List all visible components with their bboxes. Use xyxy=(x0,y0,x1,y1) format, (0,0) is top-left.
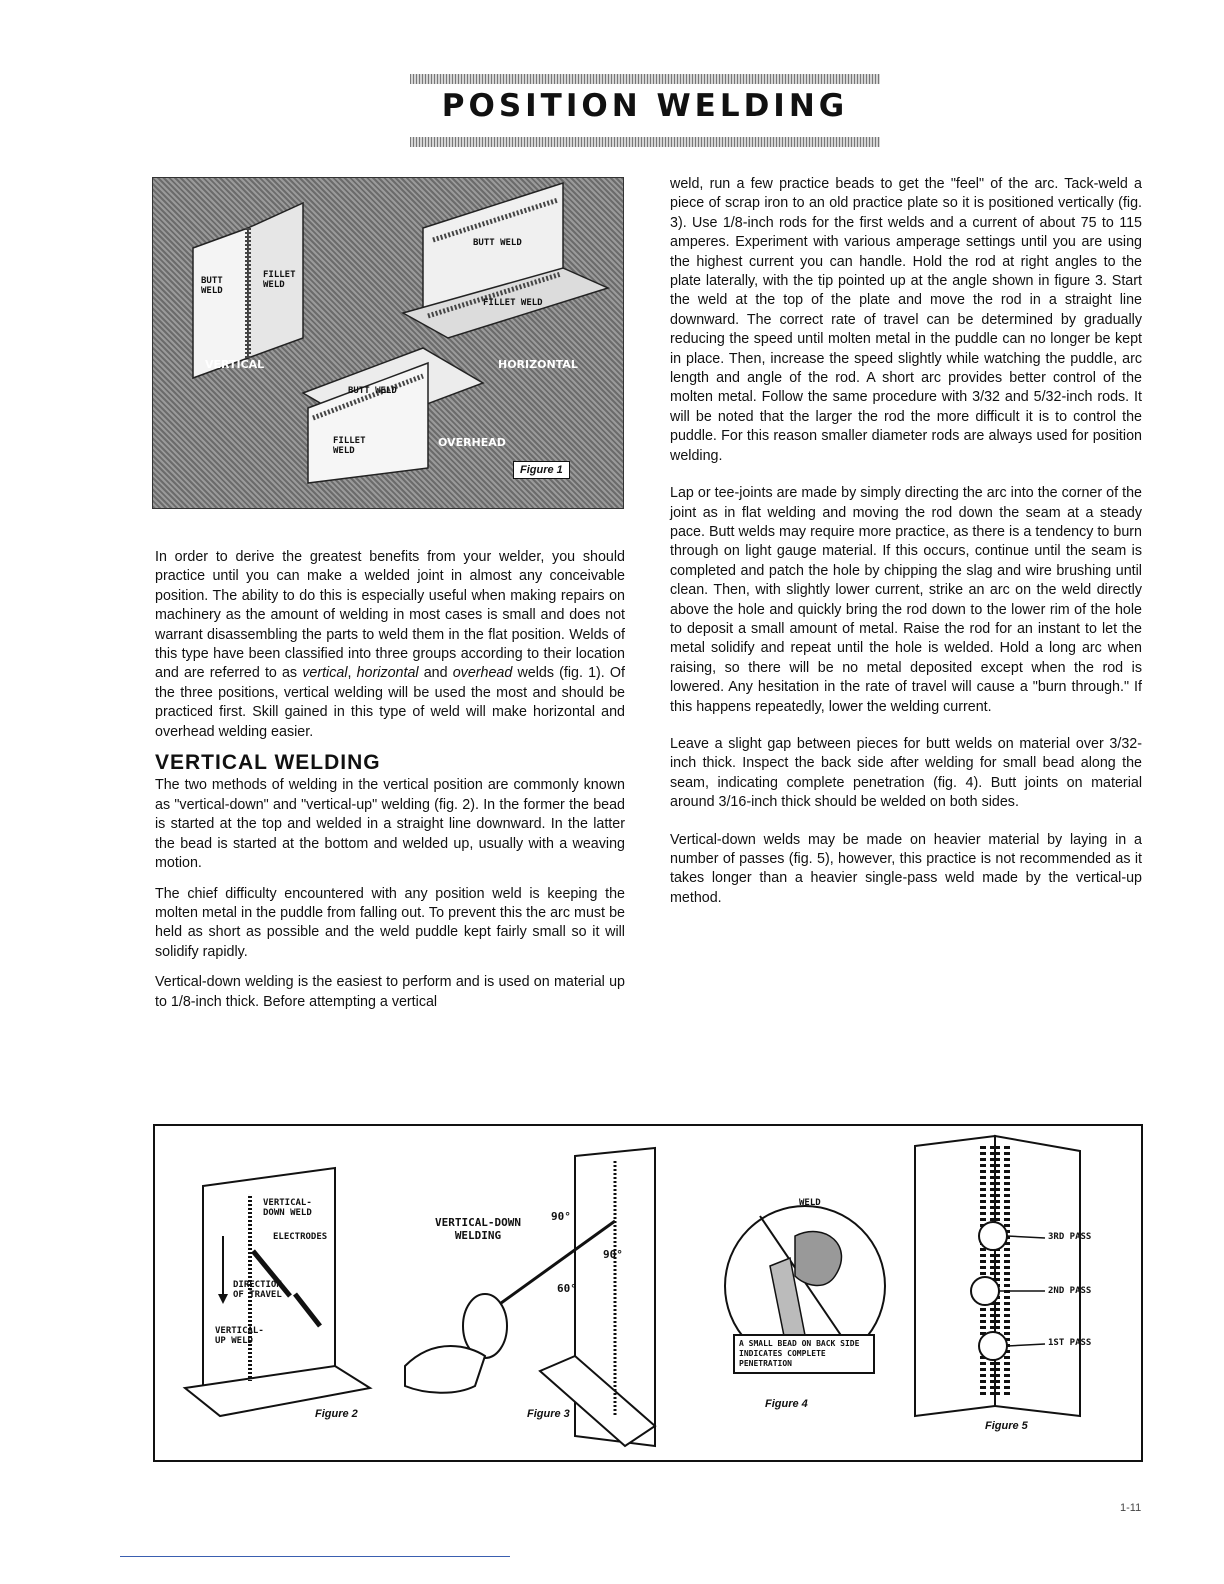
fig2-vertical-down-weld-label: VERTICAL-DOWN WELD xyxy=(263,1198,312,1218)
figure-1-drawing xyxy=(153,178,623,508)
fig2-direction-of-travel-label: DIRECTION OF TRAVEL xyxy=(233,1280,282,1300)
fig3-angle-bottom: 60° xyxy=(557,1282,577,1295)
vertical-down-paragraph: Vertical-down welding is the easiest to perform and is used on material up to 1/8-inch thick. Before attempting a vertical xyxy=(155,974,625,1010)
fig1-vertical-label: VERTICAL xyxy=(205,358,265,371)
vertical-methods-paragraph: The two methods of welding in the vertical position are commonly known as "vertical-down" and "vertical-up" welding (fig. 2). In the former the bead is started at the top and welded in a straight line downward. In the latter the bead is started at the bottom and welded up, usually with a weaving motion. xyxy=(155,777,625,872)
chief-difficulty-paragraph: The chief difficulty encountered with any position weld is keeping the molten metal in the puddle from falling out. To prevent this the arc must be held as short as possible and the weld puddle kept fairly small so it will solidify rapidly. xyxy=(155,885,625,960)
fig3-angle-side: 90° xyxy=(603,1248,623,1261)
lap-tee-joints-paragraph: Lap or tee-joints are made by simply directing the arc into the corner of the joint as in flat welding and moving the rod down the seam at a steady pace. Butt welds may require more practice, as there is a tendency to burn through on light gauge material. If this occurs, continue until the seam is completed and patch the hole by chipping the slag and wire brushing until clean. Then, with slightly lower current, strike an arc on the weld directly above the hole and quickly bring the rod down to the lower rim of the hole to deposit a small amount of metal. Raise the rod for an instant to let the metal solidify and repeat until the hole is welded. Hold a long arc when raising, so there will be no metal deposited except when the rod is lowered. Any hesitation in the rate of travel will cause a "burn through." If this happens repeatedly, lower the welding current. xyxy=(670,485,1142,715)
fig2-vertical-up-weld-label: VERTICAL-UP WELD xyxy=(215,1326,264,1346)
figure-4-caption: Figure 4 xyxy=(765,1398,808,1410)
fig1-fillet-weld-center-label: FILLET WELD xyxy=(333,436,366,456)
fig2-electrodes-label: ELECTRODES xyxy=(273,1232,328,1242)
practice-beads-paragraph: weld, run a few practice beads to get the "feel" of the arc. Tack-weld a piece of scrap iron to an old practice plate so it is positioned vertically (fig. 3). Use 1/8-inch rods for the first welds and a current of about 75 to 115 amperes. Experiment with various amperage settings until you are using the highest current you can handle. Hold the rod at right angles to the plate laterally, with the tip pointed up at the angle shown in figure 3. Start the weld at the top of the plate and move the rod in a straight line downward. The correct rate of travel can be determined by gradually reducing the speed until molten metal in the puddle can no longer be kept in place. Then, increase the speed slightly while watching the puddle, arc length and angle of the rod. A short arc provides better control of the molten metal. Follow the same procedure with 3/32 and 5/32-inch rods. It will be noted that the larger the rod the more difficult it is to control the puddle. For this reason smaller diameter rods are always used for position welding. xyxy=(670,176,1142,464)
page-title: POSITION WELDING xyxy=(441,88,849,124)
multi-pass-paragraph: Vertical-down welds may be made on heavier material by laying in a number of passes (fig. 5), however, this practice is not recommended as it takes longer than a heavier single-pass weld made by the vertical-up method. xyxy=(670,831,1142,906)
left-column xyxy=(155,548,625,1023)
fig1-overhead-label: OVERHEAD xyxy=(438,436,506,449)
intro-text-a: In order to derive the greatest benefits from your welder, you should practice until you can make a welded joint in almost any conceivable position. The ability to do this is especially useful when making repairs on machinery as the amount of welding in most cases is small and does not warrant disassembling the parts to weld them in the flat position. Welds of this type have been classified into three groups according to their location and are referred to as xyxy=(155,549,625,682)
figures-2-5-drawing xyxy=(155,1126,1141,1460)
term-horizontal: horizontal xyxy=(356,665,419,682)
fig3-angle-top: 90° xyxy=(551,1210,571,1223)
title-rule-top xyxy=(410,74,880,84)
page-number: 1-11 xyxy=(1120,1502,1142,1514)
title-rule-bottom xyxy=(410,137,880,147)
figure-1-caption: Figure 1 xyxy=(513,461,570,479)
fig1-fillet-weld-right-label: FILLET WELD xyxy=(483,298,543,308)
bottom-rule xyxy=(120,1556,510,1557)
figure-3-caption: Figure 3 xyxy=(527,1408,570,1420)
intro-comma: , xyxy=(347,665,357,682)
intro-text-b: welds (fig. 1). Of the three positions, vertical welding will be used the most and should be practiced first. Skill gained in this type of weld will make horizontal and overhead welding easier. xyxy=(155,665,625,740)
fig5-second-pass-label: 2ND PASS xyxy=(1048,1286,1092,1296)
figures-2-to-5-panel xyxy=(153,1124,1143,1462)
fig5-first-pass-label: 1ST PASS xyxy=(1048,1338,1092,1348)
fig1-butt-weld-right-label: BUTT WELD xyxy=(473,238,522,248)
fig4-note: A SMALL BEAD ON BACK SIDE INDICATES COMPLETE PENETRATION xyxy=(733,1334,875,1374)
figure-1-illustration xyxy=(152,177,624,509)
fig1-butt-weld-center-label: BUTT WELD xyxy=(348,386,397,396)
butt-weld-gap-paragraph: Leave a slight gap between pieces for butt welds on material over 3/32-inch thick. Inspect the back side after welding for small bead along the seam, indicating complete penetration (fig. 4). Butt joints on material around 3/16-inch thick should be welded on both sides. xyxy=(670,735,1142,811)
fig1-fillet-weld-left-label: FILLET WELD xyxy=(263,270,296,290)
term-vertical: vertical xyxy=(302,665,348,682)
right-column xyxy=(670,175,1142,919)
figure-5-caption: Figure 5 xyxy=(985,1420,1028,1432)
fig1-horizontal-label: HORIZONTAL xyxy=(498,358,578,371)
section-heading-vertical-welding: VERTICAL WELDING xyxy=(155,751,381,775)
fig4-weld-label: WELD xyxy=(799,1198,821,1208)
intro-and: and xyxy=(418,665,453,682)
fig5-third-pass-label: 3RD PASS xyxy=(1048,1232,1092,1242)
fig1-butt-weld-left-label: BUTT WELD xyxy=(201,276,223,296)
figure-2-caption: Figure 2 xyxy=(315,1408,358,1420)
term-overhead: overhead xyxy=(452,665,513,682)
fig3-title: VERTICAL-DOWN WELDING xyxy=(434,1216,522,1242)
intro-paragraph xyxy=(155,548,625,742)
